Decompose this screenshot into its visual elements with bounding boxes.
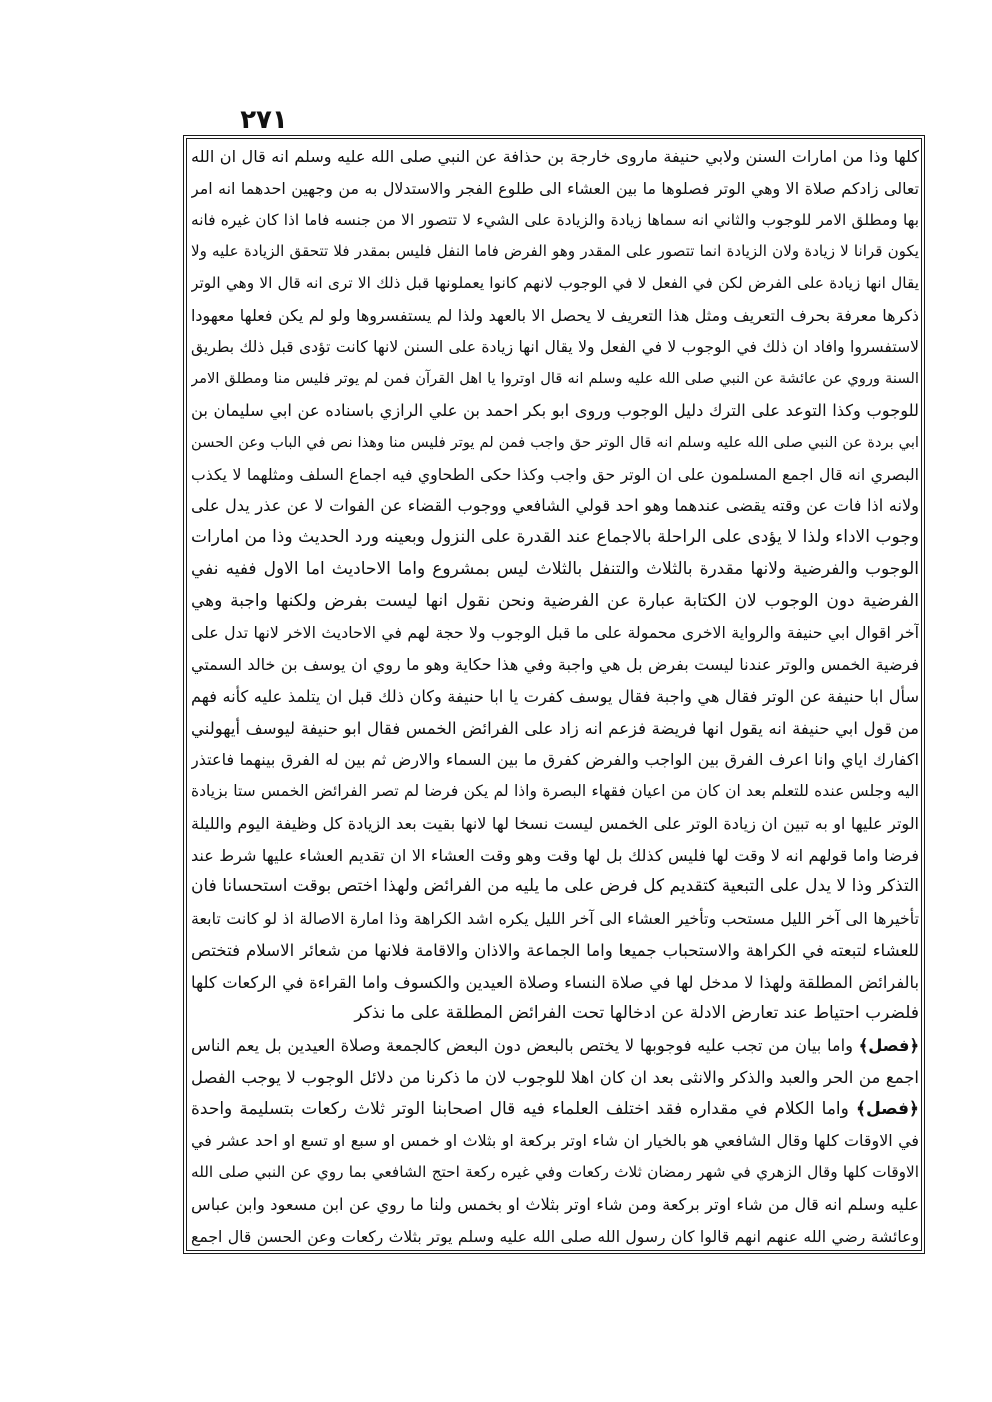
- text-line: الاوقات كلها وقال الزهري في شهر رمضان ثلاث ركعات وفي غيره ركعة احتج الشافعي بما روي عن النبي صلى الله: [191, 1163, 919, 1181]
- text-line: عليه وسلم انه قال من شاء اوتر بركعة ومن شاء اوتر بثلاث او بخمس ولنا ما روي عن ابن مسعود وابن عباس: [191, 1194, 919, 1214]
- text-line: ولانه اذا فات عن وقته يقضى عندهما وهو احد قولي الشافعي ووجوب القضاء عن الفوات لا عن عذر يدل على: [191, 496, 919, 516]
- section-text: واما بيان من تجب عليه فوجوبها لا يختص بالبعض دون البعض كالجمعة وصلاة العيدين بل يعم الناس: [191, 1036, 854, 1055]
- text-line: من قول ابي حنيفة انه يقول انها فريضة فزعم انه زاد على الفرائض الخمس فقال ابو حنيفة ليوسف أيهولني: [191, 718, 919, 738]
- text-line: ذكرها معرفة بحرف التعريف ومثل هذا التعريف لا يحصل الا بالعهد ولذا لم يستفسروها ولو لم يكن فعلها معهودا: [191, 305, 919, 325]
- section-heading-line: [191, 1094, 919, 1126]
- text-line: بالفرائض المطلقة ولهذا لا مدخل لها في صلاة النساء وصلاة العيدين والكسوف واما القراءة في الركعات كلها: [191, 972, 919, 992]
- section-heading-line: [191, 1030, 919, 1062]
- text-line: وعائشة رضي الله عنهم انهم قالوا كان رسول الله صلى الله عليه وسلم يوتر بثلاث ركعات وعن الحسن قال اجمع: [191, 1226, 919, 1246]
- text-line: الفرضية دون الوجوب لان الكتابة عبارة عن الفرضية ونحن نقول انها ليست بفرض ولكنها واجبة وهي: [191, 590, 919, 611]
- text-line: آخر اقوال ابي حنيفة والرواية الاخرى محمولة على ما قبل الوجوب ولا حجة لهم في الاحاديث الاخر لانها تدل على: [191, 623, 919, 643]
- section-text: واما الكلام في مقداره فقد اختلف العلماء فيه قال اصحابنا الوتر ثلاث ركعات بتسليمة واحدة: [191, 1098, 849, 1119]
- text-line: يقال انها زيادة على الفرض لكن في الفعل لا في الوجوب لانهم كانوا يعملونها قبل ذلك الا ترى انه قال الا وهي الوتر: [191, 274, 919, 292]
- text-line: يكون قرانا لا زيادة ولان الزيادة انما تتصور على المقدر وهو الفرض فاما النفل فليس بمقدر فلا تتحقق الزيادة عليه ولا: [191, 242, 919, 261]
- text-line: الوتر عليها او به تبين ان زيادة الوتر على الخمس ليست نسخا لها لانها بقيت بعد الزيادة كل وظيفة اليوم والليلة: [191, 813, 919, 833]
- text-line: اكفارك اياي وانا اعرف الفرق بين الواجب والفرض كفرق ما بين السماء والارض ثم بين له الفرق بينهما فاعتذر: [191, 750, 919, 770]
- text-line: اجمع من الحر والعبد والذكر والانثى بعد ان كان اهلا للوجوب لان ما ذكرنا من دلائل الوجوب لا يوجب الفصل: [191, 1067, 919, 1087]
- text-line: في الاوقات كلها وقال الشافعي هو بالخيار ان شاء اوتر بركعة او بثلاث او خمس او سبع او تسع او احد عشر في: [191, 1131, 919, 1151]
- text-line: وجوب الاداء ولذا لا يؤدى على الراحلة بالاجماع عند القدرة على النزول وبعينه ورد الحديث وذا من امارات: [191, 527, 919, 547]
- text-line: بها ومطلق الامر للوجوب والثاني انه سماها زيادة والزيادة على الشيء لا تتصور الا من جنسه فاما اذا كان غيره فانه: [191, 210, 919, 229]
- text-line: فرضا واما قولهم انه لا وقت لها فليس كذلك بل لها وقت وهو وقت العشاء الا ان تقديم العشاء عليها شرط عند: [191, 845, 919, 865]
- text-line: التذكر وذا لا يدل على التبعية كتقديم كل فرض على ما يليه من الفرائض ولهذا اختص بوقت استحسانا فان: [191, 876, 919, 897]
- section-marker-fasl: ﴿فصل﴾: [856, 1098, 919, 1119]
- main-text-block: [191, 141, 919, 1252]
- text-line: البصري انه قال اجمع المسلمون على ان الوتر حق واجب وكذا حكى الطحاوي فيه اجماع السلف ومثلهما لا يكذب: [191, 464, 919, 484]
- text-line: ابي بردة عن النبي صلى الله عليه وسلم انه قال الوتر حق واجب فمن لم يوتر فليس منا وهذا نص في الباب وعن الحسن: [191, 433, 919, 451]
- paragraph-end-line: فلضرب احتياط عند تعارض الادلة عن ادخالها تحت الفرائض المطلقة على ما نذكر: [354, 1003, 919, 1024]
- text-line: الوجوب والفرضية ولانها مقدرة بالثلاث والتنفل بالثلاث ليس بمشروع واما الاحاديث اما الاول ففيه نفي: [191, 558, 919, 579]
- text-line: فرضية الخمس والوتر عندنا ليست بفرض بل هي واجبة وفي هذا حكاية وهو ما روي ان يوسف بن خالد السمتي: [191, 655, 919, 674]
- text-line: اليه وجلس عنده للتعلم بعد ان كان من اعيان فقهاء البصرة واذا لم يكن فرضا لم تصر الفرائض الخمس ستا بزيادة: [191, 782, 919, 800]
- section-marker-fasl: ﴿فصل﴾: [858, 1036, 919, 1055]
- text-line: لاستفسروا وافاد ان ذلك في الوجوب لا في الفعل ولا يقال انها زيادة على السنن لانها كانت تؤدى قبل ذلك بطريق: [191, 337, 919, 356]
- text-line: كلها وذا من امارات السنن ولابي حنيفة ماروى خارجة بن حذافة عن النبي صلى الله عليه وسلم انه قال ان الله: [191, 147, 919, 166]
- text-line: السنة وروي عن عائشة عن النبي صلى الله عليه وسلم انه قال اوتروا يا اهل القرآن فمن لم يوتر فليس منا ومطلق الامر: [191, 370, 919, 388]
- text-line: سأل ابا حنيفة عن الوتر فقال هي واجبة فقال يوسف كفرت يا ابا حنيفة وكان ذلك قبل ان يتلمذ عليه كأنه فهم: [191, 686, 919, 706]
- text-line: للعشاء لتبعته في الكراهة والاستحباب جميعا واما الجماعة والاذان والاقامة فلانها من شعائر الاسلام فتختص: [191, 940, 919, 960]
- text-line: للوجوب وكذا التوعد على الترك دليل الوجوب وروى ابو بكر احمد بن علي الرازي باسناده عن ابي سليمان بن: [191, 401, 919, 420]
- page-number: ٢٧١: [240, 105, 288, 135]
- text-line: تأخيرها الى آخر الليل مستحب وتأخير العشاء الى آخر الليل يكره اشد الكراهة وذا امارة الاصالة اذ لو كانت تابعة: [191, 909, 919, 928]
- text-line: تعالى زادكم صلاة الا وهي الوتر فصلوها ما بين العشاء الى طلوع الفجر والاستدلال به من وجهين احدهما انه امر: [191, 178, 919, 198]
